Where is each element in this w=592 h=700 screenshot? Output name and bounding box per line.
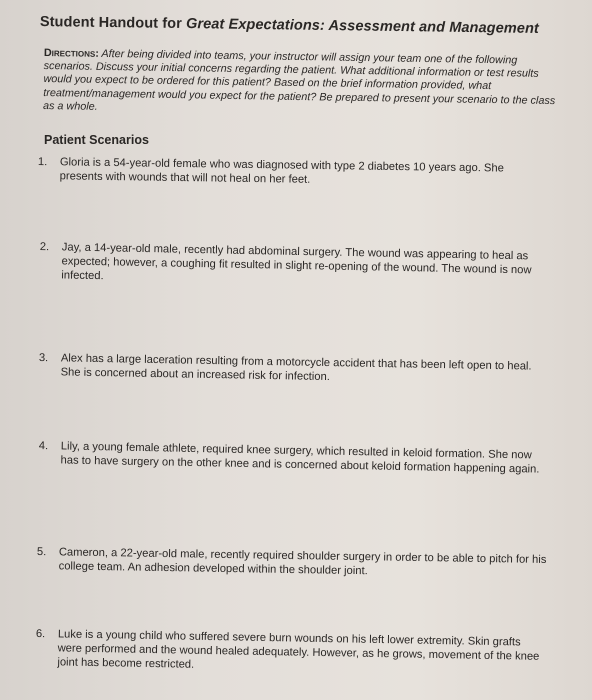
scenario-text: Gloria is a 54-year-old female who was diagnosed with type 2 diabetes 10 years ago. She presents with wounds that will not heal on her feet.: [59, 156, 504, 186]
section-heading: Patient Scenarios: [44, 133, 149, 147]
scenario-text: Lily, a young female athlete, required knee surgery, which resulted in keloid formation. She now has to have surgery on the other knee and is concerned about keloid formation happening again.: [60, 440, 540, 476]
scenario-number: 1.: [37, 155, 48, 169]
scenario-text: Jay, a 14-year-old male, recently had abdominal surgery. The wound was appearing to heal as expected; however, a coughing fit resulted in slight re-opening of the wound. The wound is now infected.: [61, 241, 532, 283]
scenario-item: [37, 545, 547, 581]
directions-label: Directions:: [43, 47, 99, 60]
title-italic: Great Expectations: Assessment and Management: [185, 16, 539, 37]
scenario-number: 3.: [38, 351, 49, 365]
scenario-item: [39, 351, 549, 388]
scenario-number: 5.: [36, 545, 47, 559]
scenario-text: Alex has a large laceration resulting from a motorcycle accident that has been left open to heal. She is concerned about an increased risk for infection.: [60, 352, 532, 384]
page-title: [40, 14, 539, 37]
title-prefix: Student Handout for: [39, 14, 187, 33]
scenario-text: Cameron, a 22-year-old male, recently required shoulder surgery in order to be able to pitch for his college team. An adhesion developed within the shoulder joint.: [58, 546, 547, 578]
directions-paragraph: [43, 47, 564, 121]
directions-text: After being divided into teams, your instructor will assign your team one of the following scenarios. Discuss your initial concerns regarding the patient. What additional information or test results would you expect to be ordered for this patient? Based on the brief information provided, what treatment/management would you expect for the patient? Be prepared to present your scenario to the class as a whole.: [42, 47, 556, 113]
scenario-item: [38, 155, 548, 190]
scenario-item: [39, 240, 550, 292]
scenario-number: 4.: [38, 439, 49, 453]
scenario-item: [38, 439, 548, 477]
scenario-text: Luke is a young child who suffered severe burn wounds on his left lower extremity. Skin grafts were performed and the wound healed adequately. However, as he grows, movement of the knee joint has become restricted.: [57, 628, 540, 671]
scenario-item: [35, 627, 546, 678]
scenario-number: 6.: [35, 627, 46, 641]
scenario-number: 2.: [39, 240, 50, 254]
